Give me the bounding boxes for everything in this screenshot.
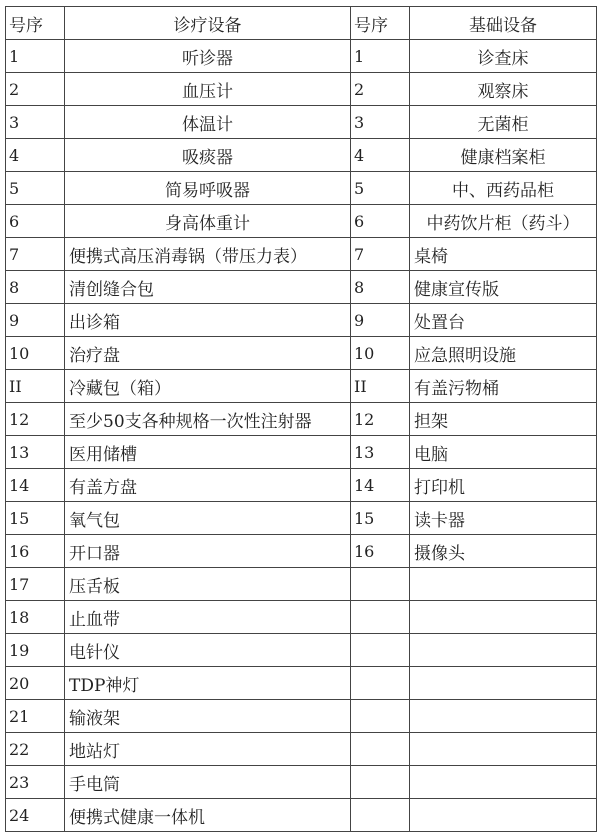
diagnostic-equipment-cell: 出诊箱 <box>65 304 351 337</box>
serial-left-cell: 5 <box>6 172 65 205</box>
diagnostic-equipment-cell: 地站灯 <box>65 733 351 766</box>
basic-equipment-cell: 应急照明设施 <box>410 337 597 370</box>
diagnostic-equipment-cell: 吸痰器 <box>65 139 351 172</box>
table-row <box>6 799 597 832</box>
diagnostic-equipment-cell: 便携式高压消毒锅（带压力表） <box>65 238 351 271</box>
diagnostic-equipment-cell: 清创缝合包 <box>65 271 351 304</box>
basic-equipment-cell: 诊查床 <box>410 40 597 73</box>
diagnostic-equipment-cell: 听诊器 <box>65 40 351 73</box>
table-row <box>6 304 597 337</box>
table-row <box>6 403 597 436</box>
table-row <box>6 436 597 469</box>
basic-equipment-cell: 观察床 <box>410 73 597 106</box>
header-serial-right: 号序 <box>351 7 410 40</box>
basic-equipment-cell <box>410 634 597 667</box>
serial-left-cell: 17 <box>6 568 65 601</box>
serial-right-cell: 7 <box>351 238 410 271</box>
serial-left-cell: 14 <box>6 469 65 502</box>
table-row <box>6 733 597 766</box>
diagnostic-equipment-cell: 氧气包 <box>65 502 351 535</box>
diagnostic-equipment-cell: 冷藏包（箱） <box>65 370 351 403</box>
serial-right-cell: 4 <box>351 139 410 172</box>
basic-equipment-cell <box>410 601 597 634</box>
basic-equipment-cell: 健康档案柜 <box>410 139 597 172</box>
serial-left-cell: 19 <box>6 634 65 667</box>
serial-left-cell: 2 <box>6 73 65 106</box>
serial-left-cell: 22 <box>6 733 65 766</box>
table-row <box>6 337 597 370</box>
diagnostic-equipment-cell: 输液架 <box>65 700 351 733</box>
serial-right-cell: II <box>351 370 410 403</box>
serial-right-cell: 13 <box>351 436 410 469</box>
basic-equipment-cell <box>410 733 597 766</box>
serial-right-cell: 6 <box>351 205 410 238</box>
table-row <box>6 667 597 700</box>
serial-right-cell <box>351 568 410 601</box>
serial-right-cell <box>351 634 410 667</box>
table-row <box>6 238 597 271</box>
table-row <box>6 205 597 238</box>
diagnostic-equipment-cell: 体温计 <box>65 106 351 139</box>
basic-equipment-cell: 读卡器 <box>410 502 597 535</box>
basic-equipment-cell: 无菌柜 <box>410 106 597 139</box>
table-row <box>6 634 597 667</box>
header-basic-equipment: 基础设备 <box>410 7 597 40</box>
table-row <box>6 502 597 535</box>
basic-equipment-cell: 中药饮片柜（药斗） <box>410 205 597 238</box>
serial-left-cell: 16 <box>6 535 65 568</box>
table-row <box>6 370 597 403</box>
diagnostic-equipment-cell: 有盖方盘 <box>65 469 351 502</box>
table-row <box>6 601 597 634</box>
serial-left-cell: 12 <box>6 403 65 436</box>
serial-right-cell: 12 <box>351 403 410 436</box>
serial-right-cell <box>351 799 410 832</box>
diagnostic-equipment-cell: 至少50支各种规格一次性注射器 <box>65 403 351 436</box>
serial-right-cell <box>351 601 410 634</box>
header-row <box>6 7 597 40</box>
basic-equipment-cell: 有盖污物桶 <box>410 370 597 403</box>
diagnostic-equipment-cell: 治疗盘 <box>65 337 351 370</box>
serial-left-cell: 24 <box>6 799 65 832</box>
basic-equipment-cell: 桌椅 <box>410 238 597 271</box>
serial-right-cell <box>351 733 410 766</box>
serial-left-cell: II <box>6 370 65 403</box>
serial-left-cell: 21 <box>6 700 65 733</box>
serial-left-cell: 20 <box>6 667 65 700</box>
header-diagnostic-equipment: 诊疗设备 <box>65 7 351 40</box>
serial-left-cell: 15 <box>6 502 65 535</box>
basic-equipment-cell: 摄像头 <box>410 535 597 568</box>
table-row <box>6 766 597 799</box>
table-row <box>6 172 597 205</box>
table-row <box>6 700 597 733</box>
serial-right-cell: 1 <box>351 40 410 73</box>
serial-right-cell <box>351 766 410 799</box>
serial-right-cell: 8 <box>351 271 410 304</box>
diagnostic-equipment-cell: 身高体重计 <box>65 205 351 238</box>
basic-equipment-cell: 打印机 <box>410 469 597 502</box>
diagnostic-equipment-cell: 血压计 <box>65 73 351 106</box>
serial-left-cell: 3 <box>6 106 65 139</box>
table-row <box>6 106 597 139</box>
table-row <box>6 271 597 304</box>
serial-right-cell: 16 <box>351 535 410 568</box>
serial-left-cell: 9 <box>6 304 65 337</box>
serial-left-cell: 23 <box>6 766 65 799</box>
serial-right-cell <box>351 667 410 700</box>
table-row <box>6 73 597 106</box>
table-body <box>6 40 597 832</box>
table-row <box>6 40 597 73</box>
diagnostic-equipment-cell: 简易呼吸器 <box>65 172 351 205</box>
diagnostic-equipment-cell: 开口器 <box>65 535 351 568</box>
diagnostic-equipment-cell: 手电筒 <box>65 766 351 799</box>
diagnostic-equipment-cell: 止血带 <box>65 601 351 634</box>
diagnostic-equipment-cell: 便携式健康一体机 <box>65 799 351 832</box>
serial-right-cell: 14 <box>351 469 410 502</box>
table-row <box>6 535 597 568</box>
basic-equipment-cell: 电脑 <box>410 436 597 469</box>
basic-equipment-cell <box>410 667 597 700</box>
diagnostic-equipment-cell: 电针仪 <box>65 634 351 667</box>
serial-left-cell: 13 <box>6 436 65 469</box>
basic-equipment-cell: 健康宣传版 <box>410 271 597 304</box>
serial-right-cell: 9 <box>351 304 410 337</box>
serial-right-cell: 3 <box>351 106 410 139</box>
table-row <box>6 139 597 172</box>
table-row <box>6 469 597 502</box>
basic-equipment-cell <box>410 700 597 733</box>
serial-left-cell: 1 <box>6 40 65 73</box>
serial-right-cell: 2 <box>351 73 410 106</box>
serial-right-cell <box>351 700 410 733</box>
serial-left-cell: 8 <box>6 271 65 304</box>
basic-equipment-cell <box>410 766 597 799</box>
basic-equipment-cell: 处置台 <box>410 304 597 337</box>
serial-left-cell: 6 <box>6 205 65 238</box>
table-row <box>6 568 597 601</box>
serial-right-cell: 5 <box>351 172 410 205</box>
serial-left-cell: 18 <box>6 601 65 634</box>
basic-equipment-cell <box>410 568 597 601</box>
diagnostic-equipment-cell: TDP神灯 <box>65 667 351 700</box>
serial-right-cell: 15 <box>351 502 410 535</box>
diagnostic-equipment-cell: 压舌板 <box>65 568 351 601</box>
basic-equipment-cell <box>410 799 597 832</box>
basic-equipment-cell: 中、西药品柜 <box>410 172 597 205</box>
serial-left-cell: 7 <box>6 238 65 271</box>
header-serial-left: 号序 <box>6 7 65 40</box>
equipment-table <box>5 6 597 832</box>
serial-right-cell: 10 <box>351 337 410 370</box>
serial-left-cell: 10 <box>6 337 65 370</box>
diagnostic-equipment-cell: 医用储槽 <box>65 436 351 469</box>
basic-equipment-cell: 担架 <box>410 403 597 436</box>
serial-left-cell: 4 <box>6 139 65 172</box>
